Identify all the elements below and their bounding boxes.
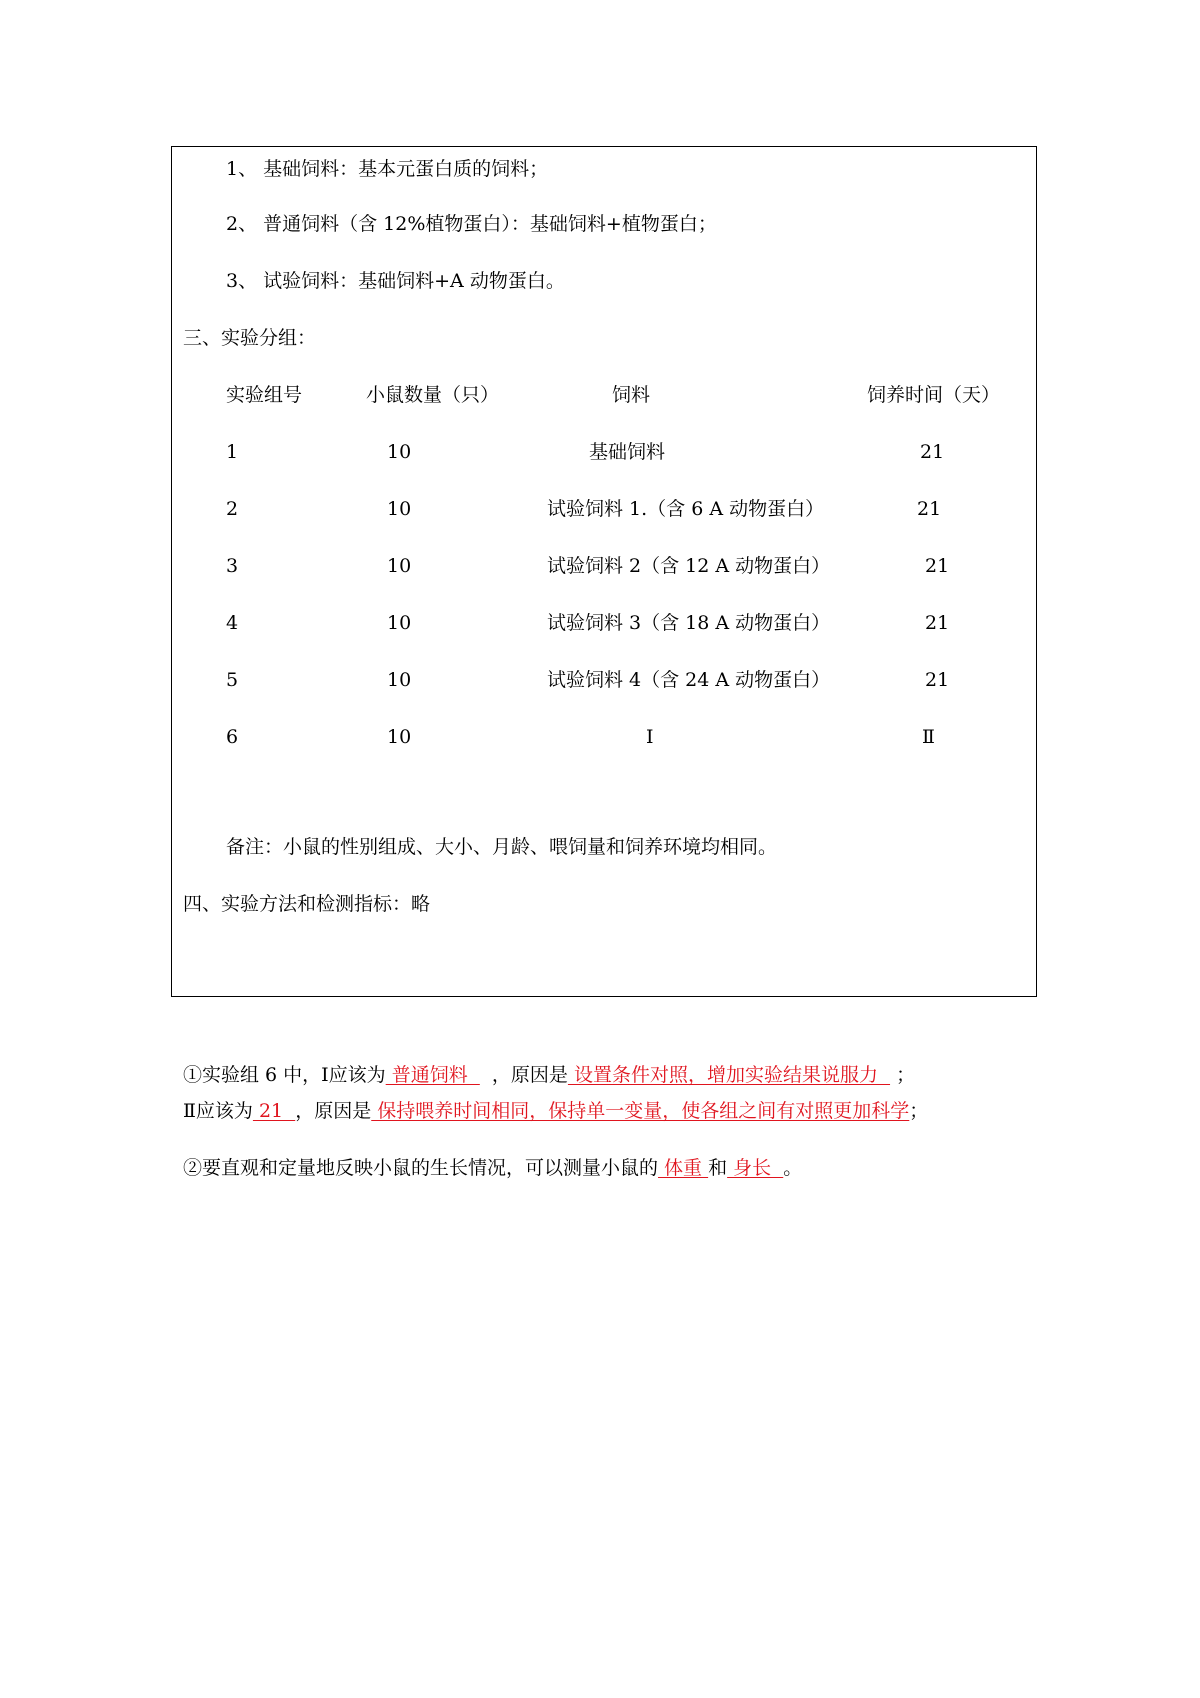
answer-blank-3: 21 bbox=[252, 1100, 296, 1122]
section-title-grouping: 三、实验分组： bbox=[183, 327, 317, 349]
question-1-line-2: Ⅱ应该为 21 ，原因是 保持喂养时间相同，保持单一变量，使各组之间有对照更加科学； bbox=[183, 1100, 929, 1122]
question-2: ②要直观和定量地反映小鼠的生长情况，可以测量小鼠的 体重 和 身长 。 bbox=[183, 1157, 803, 1179]
answer-blank-4: 保持喂养时间相同，保持单一变量，使各组之间有对照更加科学 bbox=[371, 1100, 910, 1122]
cell-days: 21 bbox=[917, 498, 942, 520]
cell-group: 1 bbox=[226, 441, 239, 463]
cell-count: 10 bbox=[387, 669, 412, 691]
header-days: 饲养时间（天） bbox=[867, 384, 1001, 406]
cell-group: 4 bbox=[226, 612, 239, 634]
cell-days: 21 bbox=[925, 555, 950, 577]
cell-days: Ⅱ bbox=[922, 726, 935, 748]
feed-item-1: 1、 基础饲料：基本元蛋白质的饲料； bbox=[226, 158, 549, 180]
header-feed: 饲料 bbox=[612, 384, 651, 406]
cell-group: 2 bbox=[226, 498, 239, 520]
cell-group: 3 bbox=[226, 555, 239, 577]
question-1-line-1: ①实验组 6 中，Ⅰ应该为 普通饲料 ，原因是 设置条件对照，增加实验结果说服力 ； bbox=[183, 1064, 916, 1086]
header-group: 实验组号 bbox=[226, 384, 303, 406]
feed-item-2: 2、 普通饲料（含 12%植物蛋白）：基础饲料+植物蛋白； bbox=[226, 213, 717, 235]
feed-item-3: 3、 试验饲料：基础饲料+A 动物蛋白。 bbox=[226, 270, 565, 292]
cell-count: 10 bbox=[387, 612, 412, 634]
cell-feed: 试验饲料 1.（含 6 A 动物蛋白） bbox=[547, 498, 825, 520]
cell-feed: 试验饲料 4（含 24 A 动物蛋白） bbox=[547, 669, 831, 691]
cell-days: 21 bbox=[920, 441, 945, 463]
cell-count: 10 bbox=[387, 441, 412, 463]
cell-group: 6 bbox=[226, 726, 239, 748]
answer-blank-6: 身长 bbox=[727, 1157, 784, 1179]
cell-count: 10 bbox=[387, 726, 412, 748]
cell-days: 21 bbox=[925, 612, 950, 634]
section-title-method: 四、实验方法和检测指标：略 bbox=[183, 893, 431, 915]
header-count: 小鼠数量（只） bbox=[366, 384, 500, 406]
answer-blank-2: 设置条件对照，增加实验结果说服力 bbox=[567, 1064, 891, 1086]
cell-feed: Ⅰ bbox=[646, 726, 654, 748]
cell-days: 21 bbox=[925, 669, 950, 691]
cell-count: 10 bbox=[387, 498, 412, 520]
cell-count: 10 bbox=[387, 555, 412, 577]
cell-group: 5 bbox=[226, 669, 239, 691]
cell-feed: 试验饲料 3（含 18 A 动物蛋白） bbox=[547, 612, 831, 634]
cell-feed: 基础饲料 bbox=[589, 441, 666, 463]
answer-blank-5: 体重 bbox=[658, 1157, 709, 1179]
cell-feed: 试验饲料 2（含 12 A 动物蛋白） bbox=[547, 555, 831, 577]
note-text: 备注：小鼠的性别组成、大小、月龄、喂饲量和饲养环境均相同。 bbox=[226, 836, 778, 858]
answer-blank-1: 普通饲料 bbox=[385, 1064, 480, 1086]
